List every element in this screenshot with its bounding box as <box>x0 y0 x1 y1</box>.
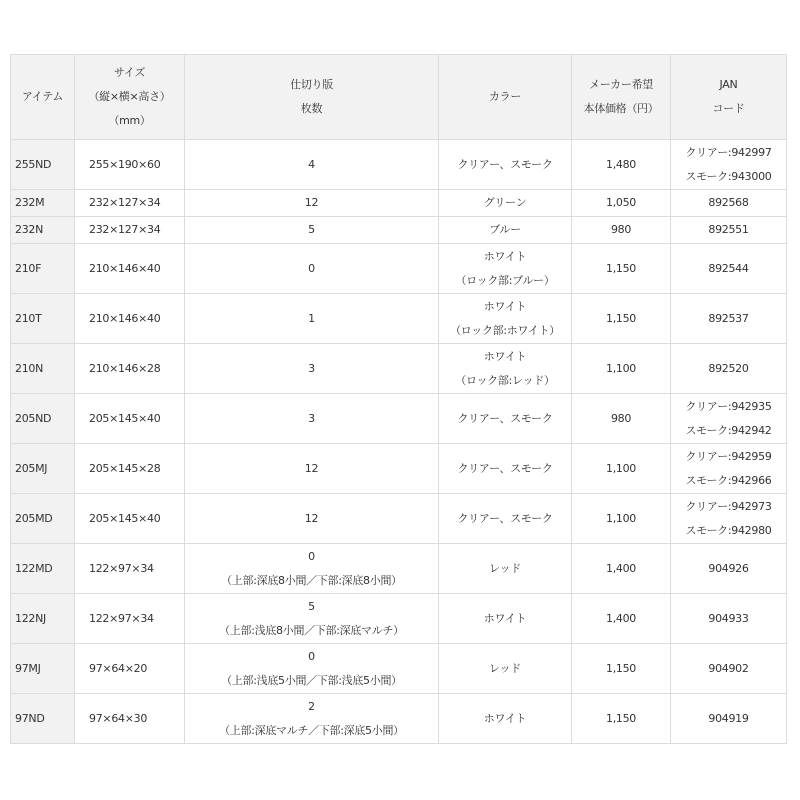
table-row <box>11 444 787 494</box>
cell-partitions <box>185 644 439 694</box>
cell-color: レッド <box>439 644 572 694</box>
cell-jan: 904933 <box>671 594 787 644</box>
cell-color: クリアー、スモーク <box>439 444 572 494</box>
partitions-note: （上部:深底8小間／下部:深底8小間） <box>221 573 402 587</box>
header-price-line1: メーカー希望 <box>589 78 653 91</box>
cell-partitions <box>185 544 439 594</box>
cell-item: 122NJ <box>11 594 75 644</box>
cell-item: 232M <box>11 190 75 217</box>
cell-price: 1,050 <box>572 190 671 217</box>
cell-partitions: 3 <box>185 344 439 394</box>
color-note: （ロック部:ブルー） <box>455 273 555 287</box>
cell-item: 210N <box>11 344 75 394</box>
color-note: （ロック部:ホワイト） <box>450 323 560 337</box>
cell-color: クリアー、スモーク <box>439 494 572 544</box>
header-color <box>439 55 572 140</box>
jan-smoke: スモーク:943000 <box>685 169 772 183</box>
color-main: ホワイト <box>483 349 527 363</box>
table-row <box>11 190 787 217</box>
jan-clear: クリアー:942973 <box>685 499 772 513</box>
header-jan <box>671 55 787 140</box>
table-row <box>11 594 787 644</box>
cell-size: 97×64×30 <box>75 694 185 744</box>
cell-color: クリアー、スモーク <box>439 394 572 444</box>
header-size-line2: （縦×横×高さ） <box>88 90 171 103</box>
table-row <box>11 494 787 544</box>
cell-partitions: 4 <box>185 140 439 190</box>
cell-price: 980 <box>572 394 671 444</box>
cell-partitions: 12 <box>185 494 439 544</box>
cell-size: 232×127×34 <box>75 217 185 244</box>
cell-item: 210F <box>11 244 75 294</box>
header-color-label: カラー <box>488 90 522 103</box>
cell-partitions: 0 <box>185 244 439 294</box>
cell-size: 232×127×34 <box>75 190 185 217</box>
partitions-count: 2 <box>308 699 315 713</box>
cell-size: 205×145×28 <box>75 444 185 494</box>
product-spec-table <box>10 54 787 744</box>
table-row <box>11 244 787 294</box>
header-size <box>75 55 185 140</box>
cell-item: 97ND <box>11 694 75 744</box>
partitions-count: 5 <box>308 599 315 613</box>
color-main: ホワイト <box>483 249 527 263</box>
cell-price: 1,400 <box>572 594 671 644</box>
cell-size: 210×146×40 <box>75 244 185 294</box>
cell-price: 1,150 <box>572 294 671 344</box>
cell-partitions <box>185 694 439 744</box>
cell-item: 255ND <box>11 140 75 190</box>
cell-color: ブルー <box>439 217 572 244</box>
cell-item: 122MD <box>11 544 75 594</box>
cell-item: 205ND <box>11 394 75 444</box>
cell-item: 232N <box>11 217 75 244</box>
cell-size: 210×146×28 <box>75 344 185 394</box>
cell-partitions: 12 <box>185 444 439 494</box>
cell-size: 255×190×60 <box>75 140 185 190</box>
table-row <box>11 140 787 190</box>
cell-price: 1,150 <box>572 694 671 744</box>
partitions-note: （上部:浅底5小間／下部:浅底5小間） <box>221 673 402 687</box>
cell-item: 210T <box>11 294 75 344</box>
table-row <box>11 344 787 394</box>
header-item-label: アイテム <box>21 90 64 103</box>
cell-price: 1,100 <box>572 344 671 394</box>
jan-smoke: スモーク:942980 <box>685 523 772 537</box>
header-item <box>11 55 75 140</box>
cell-color: ホワイト <box>439 694 572 744</box>
cell-price: 1,150 <box>572 644 671 694</box>
cell-price: 1,150 <box>572 244 671 294</box>
cell-item: 205MD <box>11 494 75 544</box>
cell-jan: 904926 <box>671 544 787 594</box>
table-header-row <box>11 55 787 140</box>
header-partitions <box>185 55 439 140</box>
cell-color: クリアー、スモーク <box>439 140 572 190</box>
jan-clear: クリアー:942997 <box>685 145 772 159</box>
header-price-line2: 本体価格（円） <box>583 102 659 115</box>
cell-size: 205×145×40 <box>75 494 185 544</box>
cell-partitions: 5 <box>185 217 439 244</box>
cell-color <box>439 244 572 294</box>
cell-item: 97MJ <box>11 644 75 694</box>
cell-jan: 892551 <box>671 217 787 244</box>
cell-partitions: 1 <box>185 294 439 344</box>
header-price <box>572 55 671 140</box>
header-size-line3: （mm） <box>108 114 151 127</box>
cell-partitions <box>185 594 439 644</box>
header-partitions-line1: 仕切り版 <box>290 78 333 91</box>
table-row <box>11 544 787 594</box>
cell-jan: 892568 <box>671 190 787 217</box>
jan-clear: クリアー:942959 <box>685 449 772 463</box>
product-spec-table-container <box>10 54 786 744</box>
header-jan-line2: コード <box>712 102 745 115</box>
cell-color: グリーン <box>439 190 572 217</box>
cell-size: 97×64×20 <box>75 644 185 694</box>
table-row <box>11 694 787 744</box>
cell-jan <box>671 394 787 444</box>
cell-jan: 892537 <box>671 294 787 344</box>
table-row <box>11 217 787 244</box>
table-row <box>11 294 787 344</box>
jan-smoke: スモーク:942942 <box>685 423 772 437</box>
header-partitions-line2: 枚数 <box>300 102 323 115</box>
jan-smoke: スモーク:942966 <box>685 473 772 487</box>
cell-price: 1,400 <box>572 544 671 594</box>
table-row <box>11 394 787 444</box>
cell-jan: 904919 <box>671 694 787 744</box>
cell-jan <box>671 494 787 544</box>
table-row <box>11 644 787 694</box>
cell-price: 980 <box>572 217 671 244</box>
partitions-note: （上部:深底マルチ／下部:深底5小間） <box>219 723 404 737</box>
cell-color: ホワイト <box>439 594 572 644</box>
cell-size: 122×97×34 <box>75 594 185 644</box>
cell-price: 1,100 <box>572 444 671 494</box>
jan-clear: クリアー:942935 <box>685 399 772 413</box>
partitions-note: （上部:浅底8小間／下部:深底マルチ） <box>219 623 404 637</box>
cell-partitions: 12 <box>185 190 439 217</box>
cell-item: 205MJ <box>11 444 75 494</box>
header-size-line1: サイズ <box>113 66 146 79</box>
cell-size: 205×145×40 <box>75 394 185 444</box>
cell-jan: 904902 <box>671 644 787 694</box>
color-main: ホワイト <box>483 299 527 313</box>
cell-color <box>439 294 572 344</box>
cell-color <box>439 344 572 394</box>
cell-size: 210×146×40 <box>75 294 185 344</box>
cell-jan: 892520 <box>671 344 787 394</box>
cell-jan <box>671 444 787 494</box>
partitions-count: 0 <box>308 649 315 663</box>
header-jan-line1: JAN <box>719 78 738 91</box>
partitions-count: 0 <box>308 549 315 563</box>
cell-partitions: 3 <box>185 394 439 444</box>
cell-size: 122×97×34 <box>75 544 185 594</box>
color-note: （ロック部:レッド） <box>455 373 555 387</box>
cell-jan: 892544 <box>671 244 787 294</box>
cell-jan <box>671 140 787 190</box>
cell-color: レッド <box>439 544 572 594</box>
cell-price: 1,100 <box>572 494 671 544</box>
cell-price: 1,480 <box>572 140 671 190</box>
